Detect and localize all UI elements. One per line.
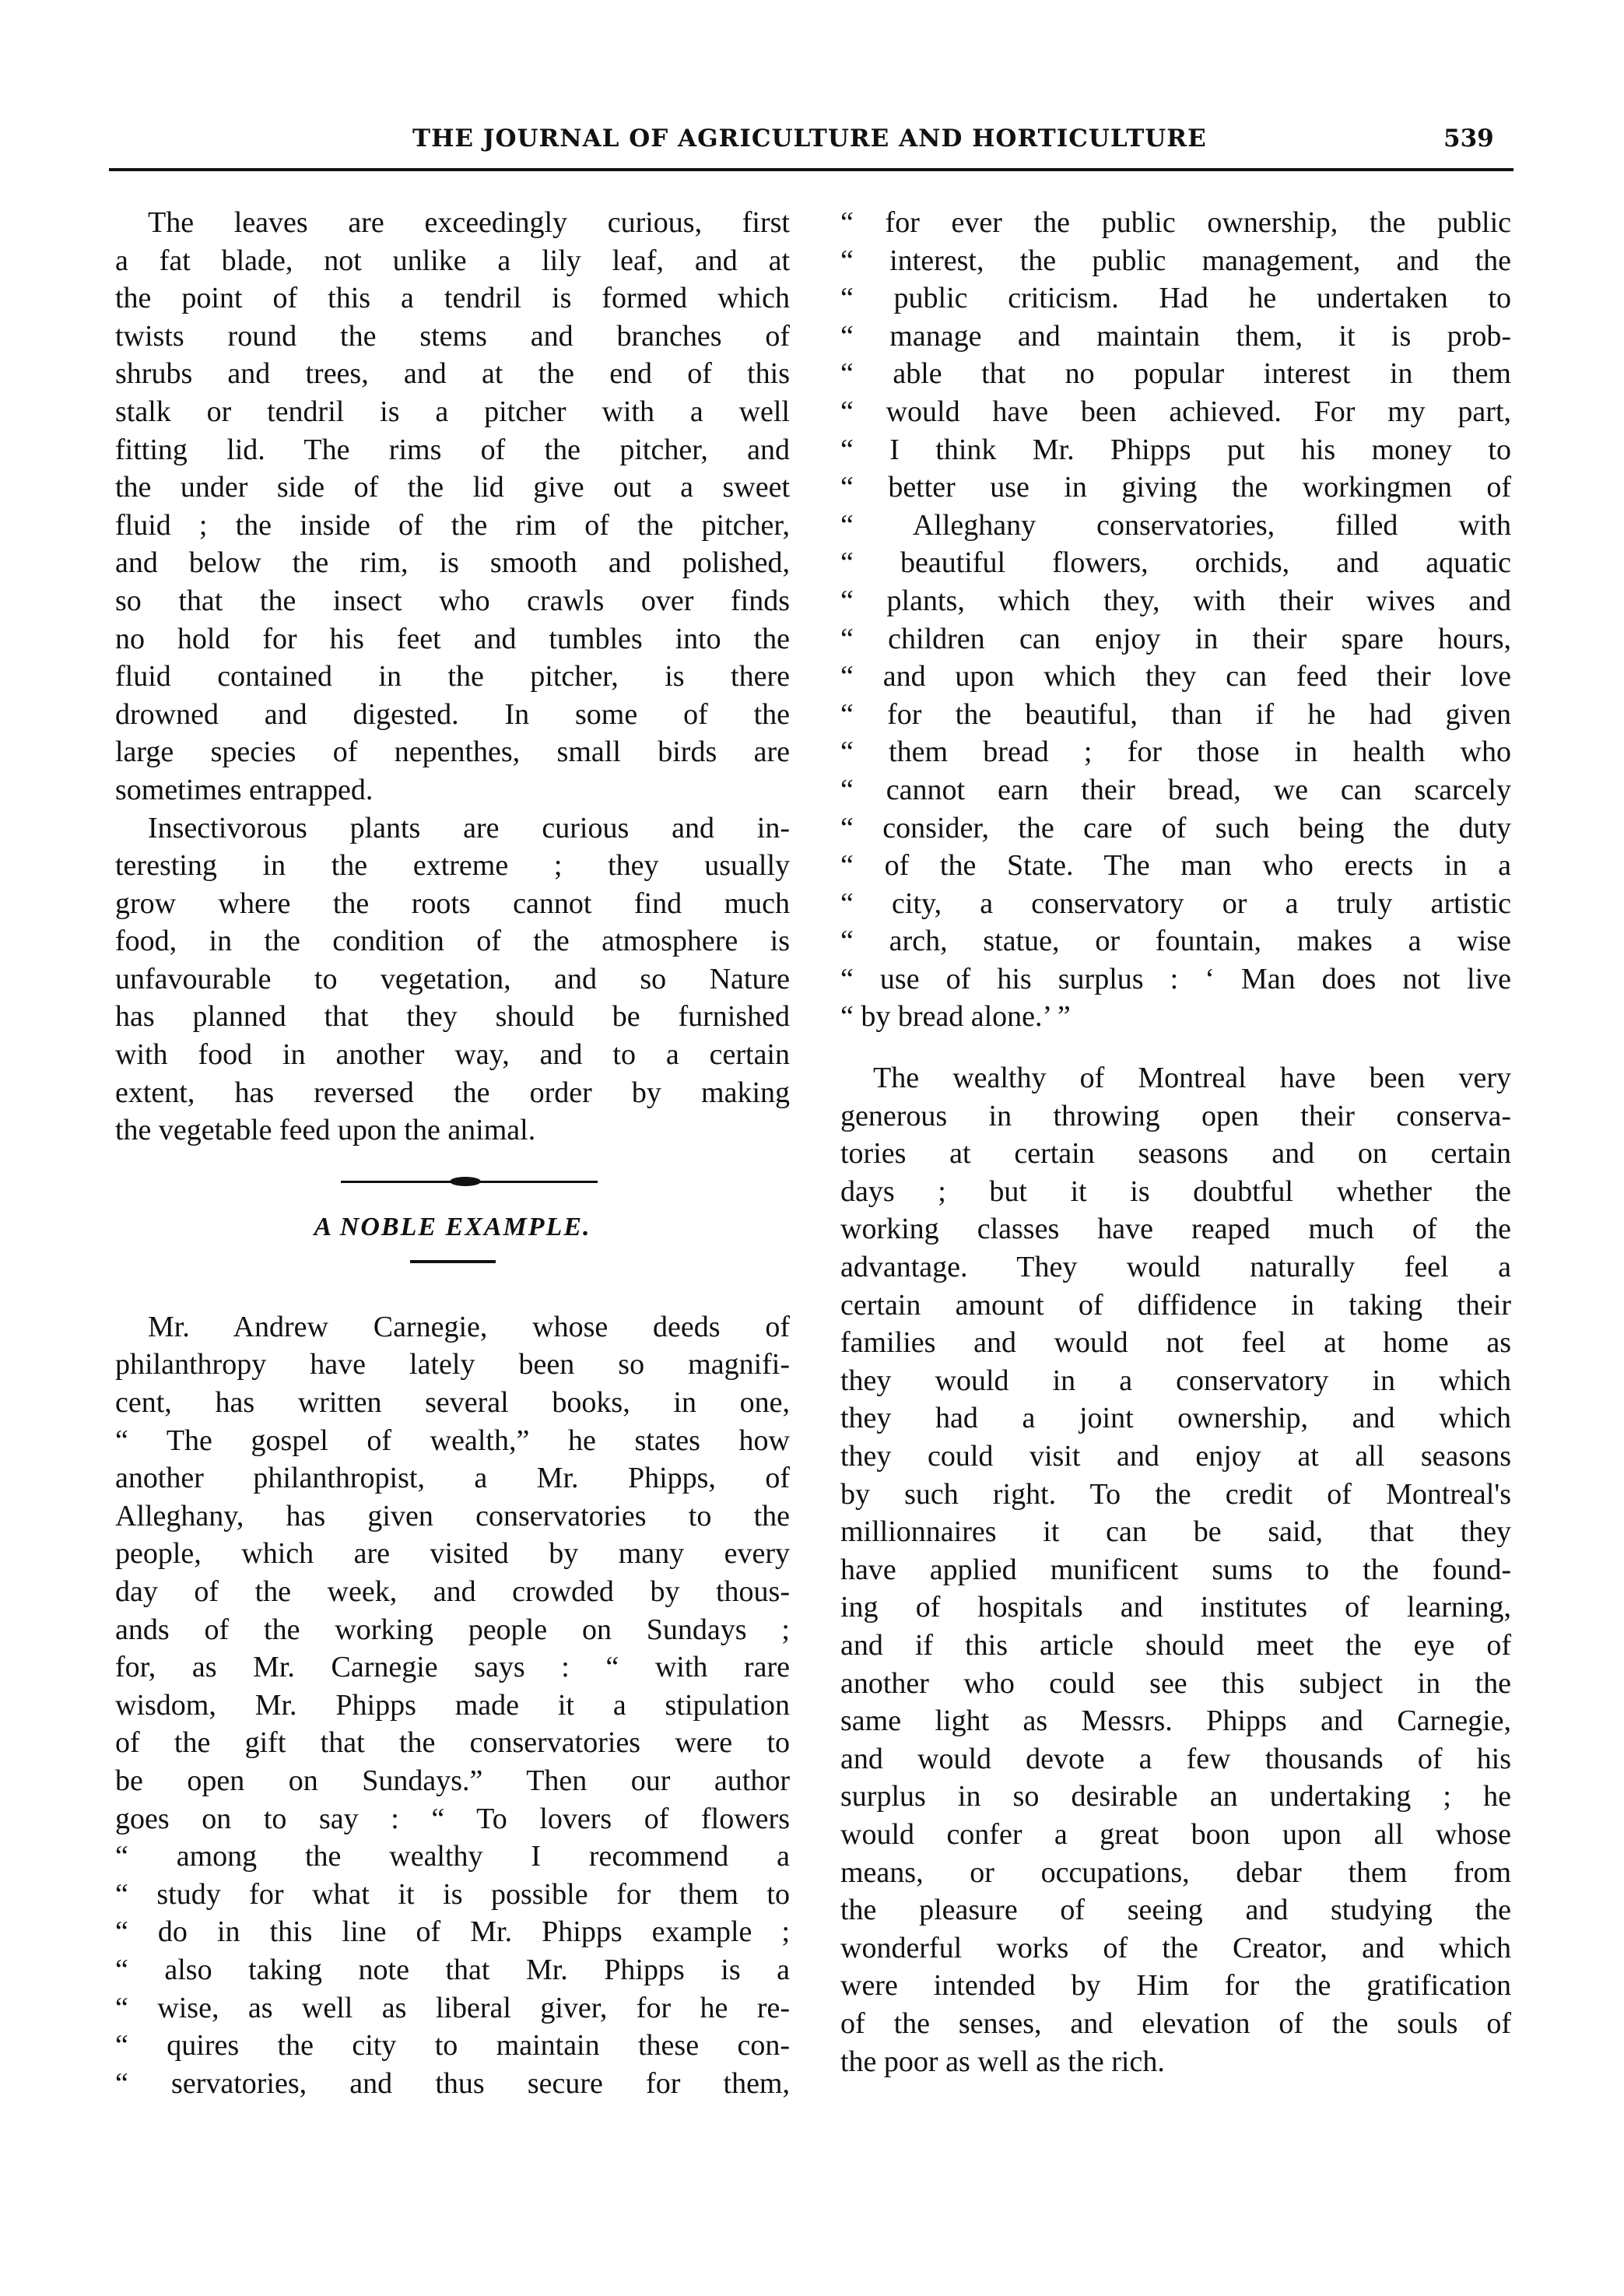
text-line: “ wise, as well as liberal giver, for he re-	[115, 1991, 790, 2024]
text-line: ands of the working people on Sundays ;	[115, 1613, 790, 1646]
text-line: ing of hospitals and institutes of learning,	[840, 1591, 1511, 1624]
text-line: people, which are visited by many every	[115, 1537, 790, 1571]
paragraph	[840, 1059, 1511, 2080]
text-line: working classes have reaped much of the	[840, 1213, 1511, 1246]
text-line: “ by bread alone.’ ”	[840, 1000, 1071, 1034]
text-line: has planned that they should be furnished	[115, 1000, 790, 1034]
text-line: “ servatories, and thus secure for them,	[115, 2066, 790, 2100]
text-line: would confer a great boon upon all whose	[840, 1817, 1511, 1851]
text-line: “ quires the city to maintain these con-	[115, 2029, 790, 2063]
text-line: grow where the roots cannot find much	[115, 886, 790, 920]
text-line: surplus in so desirable an undertaking ; he	[840, 1780, 1511, 1813]
text-line: of the gift that the conservatories were to	[115, 1726, 790, 1760]
page-number: 539	[1443, 125, 1494, 153]
text-line: and would devote a few thousands of his	[840, 1742, 1511, 1775]
text-line: “ for ever the public ownership, the public	[840, 206, 1511, 239]
header-rule	[109, 168, 1514, 171]
text-line: “ arch, statue, or fountain, makes a wise	[840, 925, 1511, 958]
text-line: philanthropy have lately been so magnifi-	[115, 1348, 790, 1381]
text-line: “ children can enjoy in their spare hours,	[840, 622, 1511, 655]
text-line: “ for the beautiful, than if he had given	[840, 697, 1511, 731]
text-line: a fat blade, not unlike a lily leaf, and at	[115, 244, 790, 277]
text-line: another philanthropist, a Mr. Phipps, of	[115, 1462, 790, 1495]
paragraph	[115, 204, 790, 809]
journal-title: THE JOURNAL OF AGRICULTURE AND HORTICULTURE	[412, 125, 1207, 153]
text-line: the under side of the lid give out a sweet	[115, 471, 790, 504]
text-line: Insectivorous plants are curious and in-	[148, 811, 790, 844]
article-title: A NOBLE EXAMPLE.	[314, 1212, 591, 1241]
text-line: “ manage and maintain them, it is prob-	[840, 319, 1511, 353]
paragraph	[115, 1308, 790, 2102]
text-line: “ study for what it is possible for them to	[115, 1877, 790, 1911]
text-line: by such right. To the credit of Montreal's	[840, 1477, 1511, 1511]
text-line: “ public criticism. Had he undertaken to	[840, 282, 1511, 315]
text-line: the point of this a tendril is formed which	[115, 282, 790, 315]
text-line: families and would not feel at home as	[840, 1326, 1511, 1360]
text-line: and below the rim, is smooth and polished,	[115, 546, 790, 580]
paragraph	[115, 809, 790, 1150]
title-rule	[410, 1260, 496, 1263]
text-line: shrubs and trees, and at the end of this	[115, 357, 790, 391]
text-line: they would in a conservatory in which	[840, 1364, 1511, 1397]
text-line: Mr. Andrew Carnegie, whose deeds of	[148, 1310, 790, 1343]
text-line: fluid ; the inside of the rim of the pitcher,	[115, 508, 790, 542]
text-line: “ among the wealthy I recommend a	[115, 1840, 790, 1873]
text-line: “ I think Mr. Phipps put his money to	[840, 433, 1511, 466]
text-line: were intended by Him for the gratification	[840, 1969, 1511, 2003]
text-line: wisdom, Mr. Phipps made it a stipulation	[115, 1688, 790, 1722]
text-line: certain amount of diffidence in taking their	[840, 1288, 1511, 1322]
text-line: generous in throwing open their conserva-	[840, 1099, 1511, 1132]
text-line: fluid contained in the pitcher, is there	[115, 660, 790, 693]
text-line: cent, has written several books, in one,	[115, 1386, 790, 1420]
text-line: means, or occupations, debar them from	[840, 1855, 1511, 1889]
text-line: millionnaires it can be said, that they	[840, 1515, 1511, 1549]
text-line: “ consider, the care of such being the duty	[840, 811, 1511, 844]
text-line: they had a joint ownership, and which	[840, 1402, 1511, 1435]
text-line: fitting lid. The rims of the pitcher, and	[115, 433, 790, 466]
text-line: for, as Mr. Carnegie says : “ with rare	[115, 1651, 790, 1684]
text-line: day of the week, and crowded by thous-	[115, 1575, 790, 1608]
text-line: “ able that no popular interest in them	[840, 357, 1511, 391]
text-line: The wealthy of Montreal have been very	[873, 1062, 1511, 1095]
text-line: “ cannot earn their bread, we can scarcely	[840, 773, 1511, 806]
right-column	[840, 204, 1511, 2080]
text-line: “ city, a conservatory or a truly artistic	[840, 886, 1511, 920]
text-line: unfavourable to vegetation, and so Nature	[115, 962, 790, 995]
text-line: teresting in the extreme ; they usually	[115, 849, 790, 883]
text-line: have applied munificent sums to the found-	[840, 1553, 1511, 1586]
ornament-divider	[115, 1150, 790, 1204]
left-column	[115, 204, 790, 2102]
text-line: drowned and digested. In some of the	[115, 697, 790, 731]
text-line: “ of the State. The man who erects in a	[840, 849, 1511, 883]
text-line: wonderful works of the Creator, and which	[840, 1931, 1511, 1964]
text-line: another who could see this subject in the	[840, 1666, 1511, 1700]
text-line: Alleghany, has given conservatories to the	[115, 1499, 790, 1532]
text-line: “ interest, the public management, and the	[840, 244, 1511, 277]
text-line: they could visit and enjoy at all seasons	[840, 1440, 1511, 1473]
text-line: no hold for his feet and tumbles into the	[115, 622, 790, 655]
text-line: and if this article should meet the eye of	[840, 1628, 1511, 1662]
text-line: days ; but it is doubtful whether the	[840, 1174, 1511, 1208]
text-line: “ also taking note that Mr. Phipps is a	[115, 1953, 790, 1986]
paragraph	[840, 204, 1511, 1036]
text-line: of the senses, and elevation of the souls of	[840, 2006, 1511, 2040]
running-header	[0, 125, 1624, 156]
text-line: “ would have been achieved. For my part,	[840, 395, 1511, 428]
text-line: be open on Sundays.” Then our author	[115, 1764, 790, 1797]
text-line: “ use of his surplus : ‘ Man does not live	[840, 962, 1511, 995]
text-line: with food in another way, and to a certain	[115, 1038, 790, 1072]
text-line: “ do in this line of Mr. Phipps example ;	[115, 1915, 790, 1949]
text-line: “ them bread ; for those in health who	[840, 735, 1511, 769]
text-line: so that the insect who crawls over finds	[115, 584, 790, 617]
text-line: large species of nepenthes, small birds are	[115, 735, 790, 769]
text-line: sometimes entrapped.	[115, 773, 374, 806]
text-line: “ The gospel of wealth,” he states how	[115, 1424, 790, 1457]
text-line: “ Alleghany conservatories, filled with	[840, 508, 1511, 542]
text-line: same light as Messrs. Phipps and Carnegie,	[840, 1704, 1511, 1738]
text-line: stalk or tendril is a pitcher with a well	[115, 395, 790, 428]
text-line: the pleasure of seeing and studying the	[840, 1894, 1511, 1927]
text-line: “ better use in giving the workingmen of	[840, 471, 1511, 504]
text-line: “ and upon which they can feed their love	[840, 660, 1511, 693]
text-line: twists round the stems and branches of	[115, 319, 790, 353]
text-line: goes on to say : “ To lovers of flowers	[115, 1802, 790, 1835]
text-line: tories at certain seasons and on certain	[840, 1137, 1511, 1171]
text-line: The leaves are exceedingly curious, first	[148, 206, 790, 239]
text-line: advantage. They would naturally feel a	[840, 1251, 1511, 1284]
text-line: “ plants, which they, with their wives and	[840, 584, 1511, 617]
text-line: extent, has reversed the order by making	[115, 1076, 790, 1109]
text-line: the poor as well as the rich.	[840, 2045, 1165, 2078]
text-line: the vegetable feed upon the animal.	[115, 1114, 536, 1147]
text-line: “ beautiful flowers, orchids, and aquatic	[840, 546, 1511, 580]
text-line: food, in the condition of the atmosphere is	[115, 925, 790, 958]
